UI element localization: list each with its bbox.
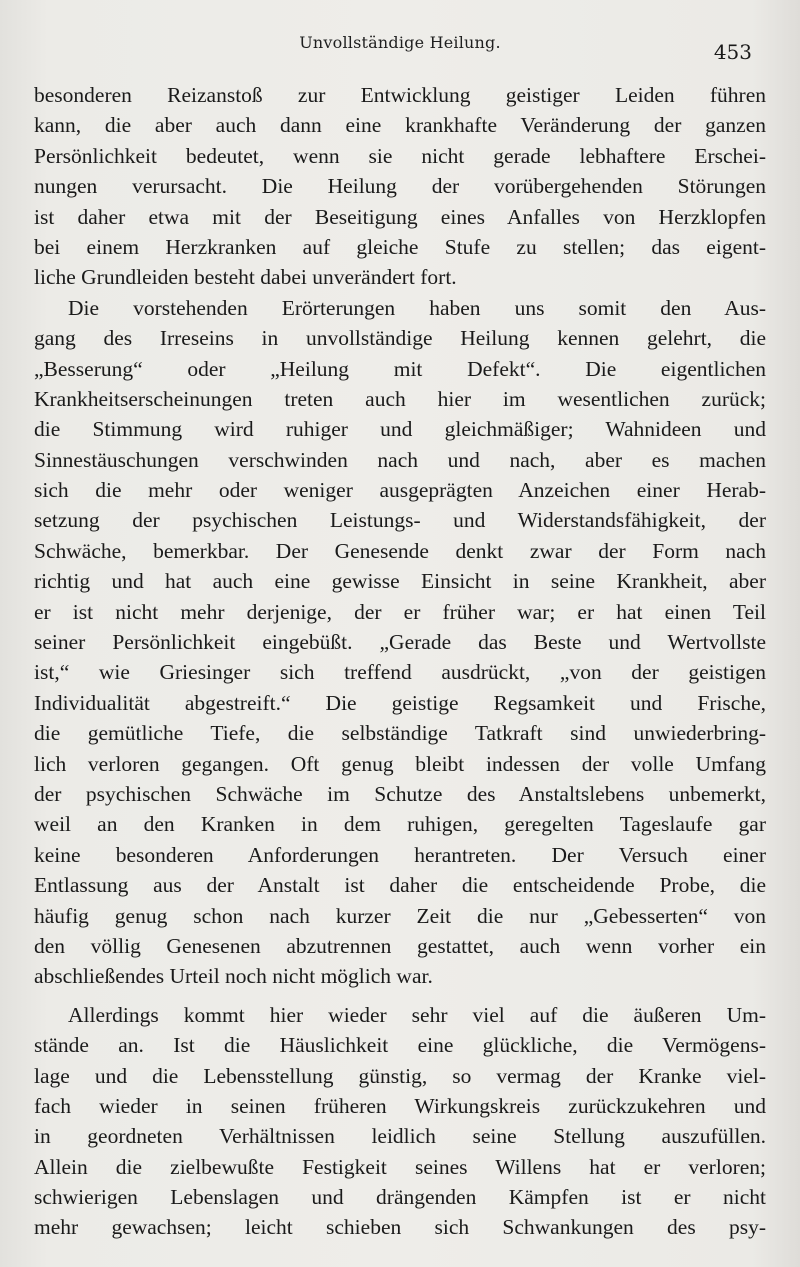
text-line: nungen verursacht. Die Heilung der vorübergehenden Störungen: [34, 174, 766, 199]
running-header: Unvollständige Heilung.: [299, 33, 501, 52]
text-line: schwierigen Lebenslagen und drängenden Kämpfen ist er nicht: [34, 1185, 766, 1210]
text-line: Allerdings kommt hier wieder sehr viel auf die äußeren Um-: [68, 1002, 766, 1027]
text-line: seiner Persönlichkeit eingebüßt. „Gerade das Beste und Wertvollste: [34, 630, 766, 655]
text-line: besonderen Reizanstoß zur Entwicklung geistiger Leiden führen: [34, 83, 766, 107]
text-line: die Stimmung wird ruhiger und gleichmäßiger; Wahnideen und: [34, 417, 766, 442]
text-line: ist,“ wie Griesinger sich treffend ausdrückt, „von der geistigen: [34, 660, 766, 685]
text-line: die gemütliche Tiefe, die selbständige Tatkraft sind unwiederbring-: [34, 721, 766, 746]
text-line: Schwäche, bemerkbar. Der Genesende denkt zwar der Form nach: [34, 538, 766, 563]
text-line: Allein die zielbewußte Festigkeit seines Willens hat er verloren;: [34, 1154, 766, 1179]
text-line: er ist nicht mehr derjenige, der er früher war; er hat einen Teil: [34, 599, 766, 624]
text-line: weil an den Kranken in dem ruhigen, geregelten Tageslaufe gar: [34, 812, 766, 837]
page-body-text: [34, 80, 766, 1243]
text-line: gang des Irreseins in unvollständige Heilung kennen gelehrt, die: [34, 326, 766, 351]
text-line: keine besonderen Anforderungen herantreten. Der Versuch einer: [34, 842, 766, 867]
text-line: Die vorstehenden Erörterungen haben uns somit den Aus-: [68, 295, 766, 320]
paragraph: [34, 80, 766, 293]
text-line: den völlig Genesenen abzutrennen gestattet, auch wenn vorher ein: [34, 933, 766, 958]
text-line: Sinnestäuschungen verschwinden nach und nach, aber es machen: [34, 447, 766, 472]
text-line: fach wieder in seinen früheren Wirkungskreis zurückzukehren und: [34, 1093, 766, 1118]
text-line: liche Grundleiden besteht dabei unverändert fort.: [34, 265, 457, 290]
text-line: bei einem Herzkranken auf gleiche Stufe zu stellen; das eigent-: [34, 234, 766, 259]
text-line: Krankheitserscheinungen treten auch hier im wesentlichen zurück;: [34, 386, 766, 411]
text-line: der psychischen Schwäche im Schutze des Anstaltslebens unbemerkt,: [34, 781, 766, 806]
text-line: in geordneten Verhältnissen leidlich seine Stellung auszufüllen.: [34, 1124, 766, 1149]
text-line: lich verloren gegangen. Oft genug bleibt indessen der volle Umfang: [34, 751, 766, 776]
text-line: ist daher etwa mit der Beseitigung eines Anfalles von Herzklopfen: [34, 204, 766, 229]
text-line: „Besserung“ oder „Heilung mit Defekt“. Die eigentlichen: [34, 356, 766, 381]
text-line: häufig genug schon nach kurzer Zeit die nur „Gebesserten“ von: [34, 903, 766, 928]
text-line: richtig und hat auch eine gewisse Einsicht in seine Krankheit, aber: [34, 569, 766, 594]
text-line: lage und die Lebensstellung günstig, so vermag der Kranke viel-: [34, 1063, 766, 1088]
text-line: Individualität abgestreift.“ Die geistige Regsamkeit und Frische,: [34, 690, 766, 715]
text-line: mehr gewachsen; leicht schieben sich Schwankungen des psy-: [34, 1215, 766, 1240]
text-line: Persönlichkeit bedeutet, wenn sie nicht gerade lebhaftere Erschei-: [34, 143, 766, 168]
page-number: 453: [713, 40, 752, 64]
paragraph: [34, 293, 766, 992]
text-line: sich die mehr oder weniger ausgeprägten Anzeichen einer Herab-: [34, 478, 766, 503]
text-line: setzung der psychischen Leistungs- und Widerstandsfähigkeit, der: [34, 508, 766, 533]
text-line: Entlassung aus der Anstalt ist daher die entscheidende Probe, die: [34, 873, 766, 898]
text-line: abschließendes Urteil noch nicht möglich war.: [34, 964, 433, 989]
text-line: stände an. Ist die Häuslichkeit eine glückliche, die Vermögens-: [34, 1033, 766, 1058]
paragraph: [34, 1000, 766, 1243]
text-line: kann, die aber auch dann eine krankhafte Veränderung der ganzen: [34, 113, 766, 138]
